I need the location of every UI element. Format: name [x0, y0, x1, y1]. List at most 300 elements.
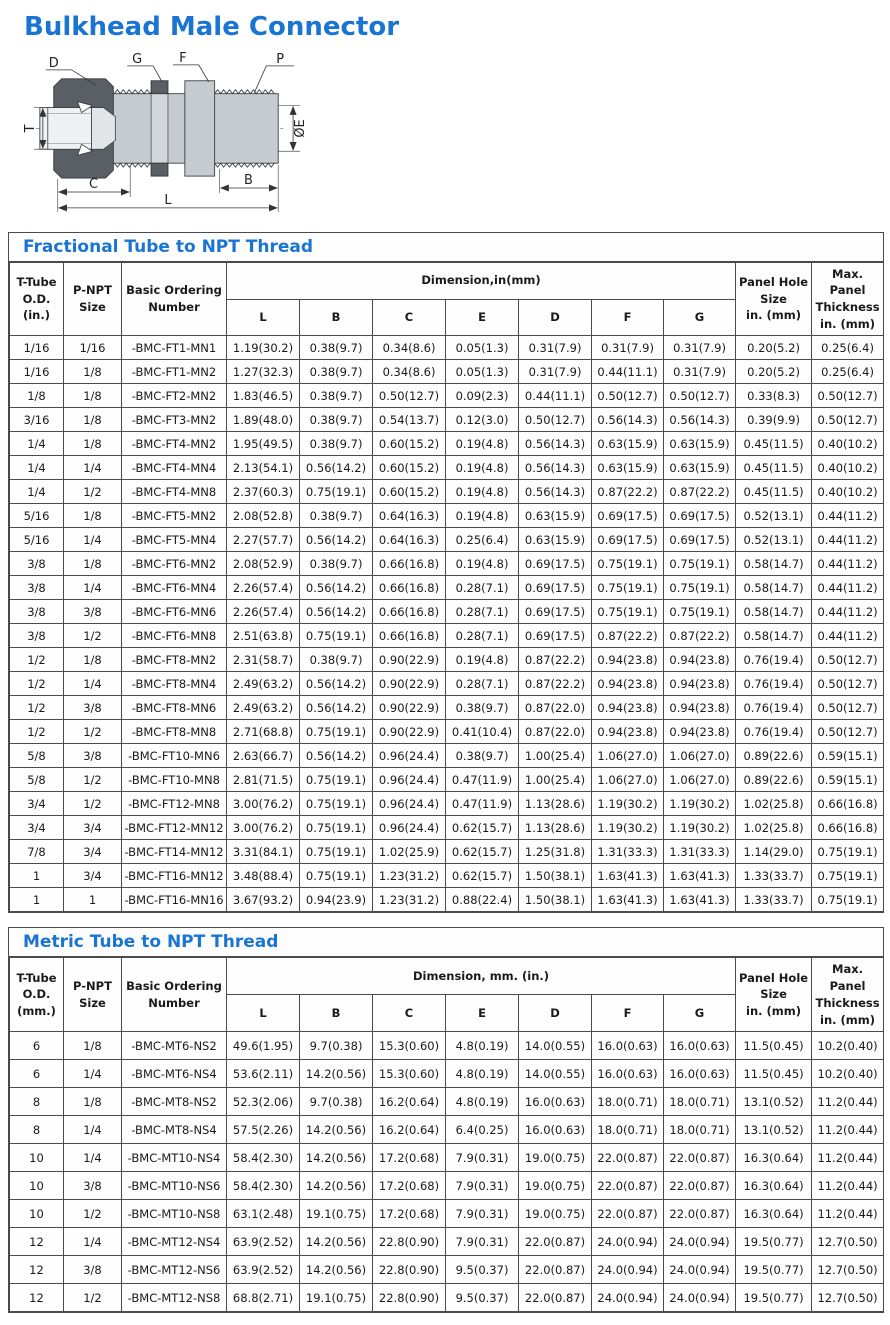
- table-cell: 0.33(8.3): [736, 384, 812, 408]
- table-cell: -BMC-FT16-MN16: [122, 888, 227, 912]
- table-cell: 0.87(22.2): [592, 480, 664, 504]
- table-row: [10, 480, 884, 504]
- table-cell: 3.00(76.2): [227, 816, 300, 840]
- table-cell: 58.4(2.30): [227, 1144, 300, 1172]
- table-cell: 0.63(15.9): [592, 432, 664, 456]
- table-cell: 16.0(0.63): [664, 1032, 736, 1060]
- table-row: [10, 792, 884, 816]
- table-cell: 0.66(16.8): [373, 552, 446, 576]
- table-cell: 58.4(2.30): [227, 1172, 300, 1200]
- table-cell: 52.3(2.06): [227, 1088, 300, 1116]
- table-cell: -BMC-MT8-NS2: [122, 1088, 227, 1116]
- table-cell: -BMC-FT10-MN8: [122, 768, 227, 792]
- table-cell: 0.96(24.4): [373, 768, 446, 792]
- col-header-dim-b: B: [300, 995, 373, 1032]
- table-cell: 68.8(2.71): [227, 1284, 300, 1312]
- table-cell: 0.50(12.7): [373, 384, 446, 408]
- table-cell: 0.28(7.1): [446, 624, 519, 648]
- table-cell: 1.23(31.2): [373, 888, 446, 912]
- table-cell: 2.08(52.8): [227, 504, 300, 528]
- table-cell: 14.2(0.56): [300, 1060, 373, 1088]
- table-cell: -BMC-MT8-NS4: [122, 1116, 227, 1144]
- table-cell: 22.8(0.90): [373, 1228, 446, 1256]
- table-cell: 1.00(25.4): [519, 768, 592, 792]
- table-cell: 1.06(27.0): [592, 744, 664, 768]
- table-row: [10, 888, 884, 912]
- table-cell: 1.19(30.2): [664, 816, 736, 840]
- table-cell: 24.0(0.94): [592, 1256, 664, 1284]
- table-cell: 0.20(5.2): [736, 360, 812, 384]
- table-cell: 1/8: [64, 1032, 122, 1060]
- table-cell: 0.66(16.8): [373, 624, 446, 648]
- table-cell: 1.63(41.3): [592, 864, 664, 888]
- table-cell: 5/16: [10, 504, 64, 528]
- table-cell: 0.75(19.1): [300, 480, 373, 504]
- connector-diagram: [18, 46, 882, 220]
- table-row: [10, 768, 884, 792]
- table-cell: 1.14(29.0): [736, 840, 812, 864]
- table-cell: 1/8: [64, 552, 122, 576]
- table-cell: 24.0(0.94): [592, 1284, 664, 1312]
- table-cell: 0.75(19.1): [664, 576, 736, 600]
- table-row: [10, 1060, 884, 1088]
- table-cell: 18.0(0.71): [664, 1088, 736, 1116]
- table-cell: 0.31(7.9): [592, 336, 664, 360]
- table-cell: 0.56(14.3): [664, 408, 736, 432]
- table-cell: 6.4(0.25): [446, 1116, 519, 1144]
- table-cell: 0.34(8.6): [373, 336, 446, 360]
- table-cell: 0.66(16.8): [373, 576, 446, 600]
- table-cell: -BMC-MT12-NS8: [122, 1284, 227, 1312]
- table-cell: -BMC-FT1-MN1: [122, 336, 227, 360]
- table-cell: 11.5(0.45): [736, 1060, 812, 1088]
- table-cell: 0.50(12.7): [812, 408, 884, 432]
- table-cell: 1.06(27.0): [664, 768, 736, 792]
- table-cell: 11.2(0.44): [812, 1144, 884, 1172]
- table-cell: 0.64(16.3): [373, 504, 446, 528]
- table-cell: 9.5(0.37): [446, 1256, 519, 1284]
- table-cell: 11.2(0.44): [812, 1088, 884, 1116]
- table-cell: 17.2(0.68): [373, 1200, 446, 1228]
- table-cell: 1.19(30.2): [664, 792, 736, 816]
- table-cell: 4.8(0.19): [446, 1060, 519, 1088]
- table-cell: 12: [10, 1228, 64, 1256]
- table-cell: -BMC-FT10-MN6: [122, 744, 227, 768]
- table-cell: 1/4: [64, 672, 122, 696]
- table-cell: 0.94(23.8): [664, 672, 736, 696]
- table-cell: 24.0(0.94): [592, 1228, 664, 1256]
- table-cell: 1/4: [64, 576, 122, 600]
- table-cell: 10: [10, 1200, 64, 1228]
- col-header-dim-f: F: [592, 299, 664, 336]
- table-cell: -BMC-FT6-MN6: [122, 600, 227, 624]
- table-row: [10, 720, 884, 744]
- table-cell: 3/8: [64, 1256, 122, 1284]
- table-cell: 0.75(19.1): [300, 624, 373, 648]
- table-cell: 0.58(14.7): [736, 600, 812, 624]
- table-cell: 0.88(22.4): [446, 888, 519, 912]
- table-cell: 0.25(6.4): [446, 528, 519, 552]
- table-cell: 1/8: [64, 1088, 122, 1116]
- col-header-dim-e: E: [446, 299, 519, 336]
- table-cell: 16.0(0.63): [664, 1060, 736, 1088]
- table-cell: 3/8: [10, 600, 64, 624]
- table-cell: 22.0(0.87): [592, 1144, 664, 1172]
- col-header-ordering-number: Basic Ordering Number: [122, 958, 227, 1032]
- table-cell: 0.38(9.7): [300, 336, 373, 360]
- table-cell: 0.56(14.2): [300, 672, 373, 696]
- table-cell: 6: [10, 1060, 64, 1088]
- table-row: [10, 504, 884, 528]
- table-cell: 0.45(11.5): [736, 480, 812, 504]
- table-cell: 1.63(41.3): [592, 888, 664, 912]
- table-cell: 2.51(63.8): [227, 624, 300, 648]
- table-cell: -BMC-FT5-MN4: [122, 528, 227, 552]
- table-cell: 0.38(9.7): [300, 552, 373, 576]
- table-cell: 0.94(23.8): [592, 696, 664, 720]
- table-cell: 0.75(19.1): [300, 720, 373, 744]
- table-cell: 1.19(30.2): [227, 336, 300, 360]
- table-cell: 13.1(0.52): [736, 1088, 812, 1116]
- table-cell: 22.0(0.87): [519, 1284, 592, 1312]
- table-cell: 16.0(0.63): [592, 1032, 664, 1060]
- table-cell: 0.75(19.1): [300, 816, 373, 840]
- table-cell: 11.5(0.45): [736, 1032, 812, 1060]
- table-cell: 0.94(23.8): [592, 720, 664, 744]
- table-row: [10, 1144, 884, 1172]
- table-cell: 0.38(9.7): [446, 744, 519, 768]
- table-row: [10, 1200, 884, 1228]
- table-cell: 0.47(11.9): [446, 768, 519, 792]
- table-cell: 18.0(0.71): [664, 1116, 736, 1144]
- table-cell: 0.87(22.0): [519, 720, 592, 744]
- table-cell: 0.44(11.2): [812, 576, 884, 600]
- table-cell: 0.28(7.1): [446, 672, 519, 696]
- table-cell: 1.13(28.6): [519, 792, 592, 816]
- table-cell: 0.63(15.9): [664, 432, 736, 456]
- table-cell: 9.7(0.38): [300, 1032, 373, 1060]
- table-cell: 1.02(25.8): [736, 792, 812, 816]
- table-cell: 0.75(19.1): [300, 864, 373, 888]
- table-row: [10, 336, 884, 360]
- table-cell: 14.0(0.55): [519, 1032, 592, 1060]
- table-cell: 3/8: [64, 696, 122, 720]
- table-cell: 0.19(4.8): [446, 648, 519, 672]
- table-cell: -BMC-FT16-MN12: [122, 864, 227, 888]
- table-row: [10, 600, 884, 624]
- label-t: T: [22, 124, 38, 133]
- table-cell: 0.66(16.8): [373, 600, 446, 624]
- col-header-dimension-group: Dimension, mm. (in.): [227, 958, 736, 995]
- table-cell: 13.1(0.52): [736, 1116, 812, 1144]
- col-header-ordering-number: Basic Ordering Number: [122, 262, 227, 336]
- table-cell: 2.08(52.9): [227, 552, 300, 576]
- table-cell: 14.2(0.56): [300, 1116, 373, 1144]
- table-cell: 3.67(93.2): [227, 888, 300, 912]
- table-cell: 3.48(88.4): [227, 864, 300, 888]
- col-header-dim-d: D: [519, 995, 592, 1032]
- table-cell: 3/8: [10, 552, 64, 576]
- table-cell: 19.1(0.75): [300, 1200, 373, 1228]
- col-header-dim-f: F: [592, 995, 664, 1032]
- table-cell: 0.56(14.2): [300, 600, 373, 624]
- table-cell: 17.2(0.68): [373, 1144, 446, 1172]
- table-cell: 22.0(0.87): [519, 1228, 592, 1256]
- table-cell: 4.8(0.19): [446, 1088, 519, 1116]
- table-cell: 19.5(0.77): [736, 1256, 812, 1284]
- table-cell: 19.1(0.75): [300, 1284, 373, 1312]
- label-l: L: [164, 192, 172, 208]
- table-cell: 0.56(14.2): [300, 528, 373, 552]
- table-cell: 0.75(19.1): [592, 552, 664, 576]
- table-cell: 0.94(23.8): [592, 648, 664, 672]
- table-cell: 0.96(24.4): [373, 744, 446, 768]
- table-cell: 1/2: [64, 768, 122, 792]
- locknut-shape: [151, 81, 168, 176]
- table-cell: 0.56(14.2): [300, 696, 373, 720]
- table-cell: 0.69(17.5): [664, 528, 736, 552]
- table-row: [10, 1116, 884, 1144]
- table-cell: 3/8: [64, 600, 122, 624]
- table-cell: 0.56(14.3): [519, 432, 592, 456]
- table-cell: 0.50(12.7): [664, 384, 736, 408]
- table-cell: -BMC-FT14-MN12: [122, 840, 227, 864]
- col-header-panel-hole: Panel Hole Size in. (mm): [736, 958, 812, 1032]
- table-cell: 1.31(33.3): [592, 840, 664, 864]
- col-header-dim-g: G: [664, 995, 736, 1032]
- table-cell: 0.75(19.1): [812, 888, 884, 912]
- table-cell: 0.56(14.3): [592, 408, 664, 432]
- table-cell: 0.19(4.8): [446, 552, 519, 576]
- table-cell: 19.0(0.75): [519, 1144, 592, 1172]
- table-cell: 0.75(19.1): [592, 600, 664, 624]
- table-cell: 0.09(2.3): [446, 384, 519, 408]
- table-cell: 0.41(10.4): [446, 720, 519, 744]
- col-header-dim-l: L: [227, 995, 300, 1032]
- col-header-max-panel: Max. Panel Thickness in. (mm): [812, 262, 884, 336]
- table-cell: 24.0(0.94): [664, 1228, 736, 1256]
- table-cell: 1/16: [10, 336, 64, 360]
- table-row: [10, 864, 884, 888]
- table-row: [10, 672, 884, 696]
- table-cell: 1/4: [64, 1060, 122, 1088]
- table-cell: 0.39(9.9): [736, 408, 812, 432]
- table-cell: -BMC-FT4-MN4: [122, 456, 227, 480]
- table-cell: 1/4: [64, 1144, 122, 1172]
- table-cell: -BMC-FT6-MN4: [122, 576, 227, 600]
- table-cell: 1/8: [64, 360, 122, 384]
- table-cell: 1.33(33.7): [736, 864, 812, 888]
- table-cell: 53.6(2.11): [227, 1060, 300, 1088]
- table-cell: 0.28(7.1): [446, 576, 519, 600]
- table-cell: 1.95(49.5): [227, 432, 300, 456]
- table-cell: 0.34(8.6): [373, 360, 446, 384]
- table-cell: -BMC-FT6-MN8: [122, 624, 227, 648]
- table-cell: 0.45(11.5): [736, 456, 812, 480]
- table-cell: 0.44(11.1): [592, 360, 664, 384]
- table-cell: 0.31(7.9): [519, 360, 592, 384]
- table-cell: 0.90(22.9): [373, 720, 446, 744]
- col-header-dimension-group: Dimension,in(mm): [227, 262, 736, 299]
- table-cell: 3/4: [10, 816, 64, 840]
- table-cell: 8: [10, 1116, 64, 1144]
- metric-table-section: [8, 927, 884, 1313]
- table-cell: 1/2: [64, 1200, 122, 1228]
- table-cell: 0.47(11.9): [446, 792, 519, 816]
- col-header-dim-l: L: [227, 299, 300, 336]
- col-header-dim-c: C: [373, 995, 446, 1032]
- table-cell: 0.58(14.7): [736, 624, 812, 648]
- table-cell: 22.0(0.87): [664, 1172, 736, 1200]
- table-cell: 0.69(17.5): [519, 624, 592, 648]
- table-cell: 16.3(0.64): [736, 1144, 812, 1172]
- table-cell: 0.90(22.9): [373, 648, 446, 672]
- table-cell: 15.3(0.60): [373, 1032, 446, 1060]
- table-cell: -BMC-MT10-NS6: [122, 1172, 227, 1200]
- table-row: [10, 552, 884, 576]
- dimension-b: [220, 165, 279, 212]
- table-cell: 2.49(63.2): [227, 696, 300, 720]
- table-cell: 1/8: [64, 432, 122, 456]
- table-cell: 0.44(11.2): [812, 600, 884, 624]
- table-cell: 0.59(15.1): [812, 744, 884, 768]
- table-cell: 3/4: [10, 792, 64, 816]
- table-cell: 0.05(1.3): [446, 336, 519, 360]
- table-cell: 1.06(27.0): [592, 768, 664, 792]
- table-cell: 24.0(0.94): [664, 1256, 736, 1284]
- table-cell: 2.26(57.4): [227, 600, 300, 624]
- table-cell: 0.12(3.0): [446, 408, 519, 432]
- table-cell: 0.19(4.8): [446, 432, 519, 456]
- table-cell: 22.8(0.90): [373, 1256, 446, 1284]
- col-header-npt-size: P-NPT Size: [64, 958, 122, 1032]
- table-cell: 1/2: [64, 480, 122, 504]
- col-header-panel-hole: Panel Hole Size in. (mm): [736, 262, 812, 336]
- table-cell: 0.96(24.4): [373, 816, 446, 840]
- col-header-dim-g: G: [664, 299, 736, 336]
- table-cell: 0.94(23.8): [664, 720, 736, 744]
- table-cell: 0.20(5.2): [736, 336, 812, 360]
- table-cell: -BMC-MT12-NS4: [122, 1228, 227, 1256]
- table-cell: 3/4: [64, 816, 122, 840]
- table-row: [10, 696, 884, 720]
- dimension-l: [58, 193, 277, 212]
- table-cell: 0.87(22.2): [592, 624, 664, 648]
- table-cell: 3.31(84.1): [227, 840, 300, 864]
- table-cell: 0.19(4.8): [446, 480, 519, 504]
- table-cell: 0.75(19.1): [592, 576, 664, 600]
- table-cell: 1.31(33.3): [664, 840, 736, 864]
- table-cell: 0.38(9.7): [300, 360, 373, 384]
- table-cell: 22.8(0.90): [373, 1284, 446, 1312]
- table-cell: 0.94(23.8): [664, 648, 736, 672]
- table-row: [10, 840, 884, 864]
- col-header-max-panel: Max. Panel Thickness in. (mm): [812, 958, 884, 1032]
- table-cell: 0.60(15.2): [373, 456, 446, 480]
- table-cell: 0.45(11.5): [736, 432, 812, 456]
- table-cell: 0.19(4.8): [446, 456, 519, 480]
- table-cell: 0.66(16.8): [812, 816, 884, 840]
- table-cell: 0.44(11.2): [812, 504, 884, 528]
- table-cell: 3/8: [64, 1172, 122, 1200]
- table-cell: 0.89(22.6): [736, 768, 812, 792]
- table-cell: 0.52(13.1): [736, 504, 812, 528]
- table-cell: 2.26(57.4): [227, 576, 300, 600]
- table-cell: 1/8: [64, 648, 122, 672]
- table-cell: 1.33(33.7): [736, 888, 812, 912]
- table-cell: 0.75(19.1): [664, 552, 736, 576]
- table-cell: 1: [10, 888, 64, 912]
- table-cell: 0.75(19.1): [812, 864, 884, 888]
- table-cell: 3/16: [10, 408, 64, 432]
- table-cell: 0.50(12.7): [519, 408, 592, 432]
- table-cell: 1: [64, 888, 122, 912]
- table-cell: 2.71(68.8): [227, 720, 300, 744]
- label-c: C: [88, 177, 98, 193]
- table-cell: 16.0(0.63): [592, 1060, 664, 1088]
- table-cell: 19.0(0.75): [519, 1172, 592, 1200]
- table-row: [10, 432, 884, 456]
- fractional-table-title: Fractional Tube to NPT Thread: [9, 233, 883, 262]
- table-row: [10, 816, 884, 840]
- table-cell: 2.31(58.7): [227, 648, 300, 672]
- table-cell: 0.63(15.9): [519, 528, 592, 552]
- table-cell: 0.75(19.1): [664, 600, 736, 624]
- table-cell: 12.7(0.50): [812, 1228, 884, 1256]
- table-cell: 57.5(2.26): [227, 1116, 300, 1144]
- table-cell: 0.62(15.7): [446, 816, 519, 840]
- table-cell: 0.63(15.9): [664, 456, 736, 480]
- table-cell: 0.50(12.7): [592, 384, 664, 408]
- table-cell: 0.94(23.8): [592, 672, 664, 696]
- table-cell: 0.90(22.9): [373, 696, 446, 720]
- table-cell: 16.0(0.63): [519, 1116, 592, 1144]
- table-cell: 14.2(0.56): [300, 1228, 373, 1256]
- table-cell: 1/8: [10, 384, 64, 408]
- table-cell: -BMC-MT10-NS4: [122, 1144, 227, 1172]
- table-cell: 12.7(0.50): [812, 1256, 884, 1284]
- table-cell: 1/8: [64, 504, 122, 528]
- table-cell: 0.38(9.7): [300, 504, 373, 528]
- table-cell: 10: [10, 1144, 64, 1172]
- table-cell: -BMC-MT6-NS4: [122, 1060, 227, 1088]
- table-cell: 1/2: [64, 1284, 122, 1312]
- table-row: [10, 528, 884, 552]
- table-row: [10, 360, 884, 384]
- table-cell: 1.19(30.2): [592, 792, 664, 816]
- table-cell: 0.62(15.7): [446, 864, 519, 888]
- table-cell: 1.63(41.3): [664, 864, 736, 888]
- table-cell: 5/16: [10, 528, 64, 552]
- table-cell: 0.52(13.1): [736, 528, 812, 552]
- table-cell: 18.0(0.71): [592, 1088, 664, 1116]
- col-header-dim-d: D: [519, 299, 592, 336]
- table-cell: 0.75(19.1): [300, 768, 373, 792]
- table-row: [10, 1228, 884, 1256]
- table-row: [10, 1284, 884, 1312]
- fractional-table-section: [8, 232, 884, 914]
- table-cell: 3/4: [64, 840, 122, 864]
- table-cell: 0.25(6.4): [812, 336, 884, 360]
- label-e: ØE: [293, 119, 308, 138]
- table-cell: 0.69(17.5): [519, 552, 592, 576]
- table-cell: 0.40(10.2): [812, 480, 884, 504]
- table-cell: 0.38(9.7): [446, 696, 519, 720]
- table-cell: 0.60(15.2): [373, 432, 446, 456]
- table-cell: 14.2(0.56): [300, 1144, 373, 1172]
- table-cell: 11.2(0.44): [812, 1116, 884, 1144]
- table-cell: 3/8: [10, 624, 64, 648]
